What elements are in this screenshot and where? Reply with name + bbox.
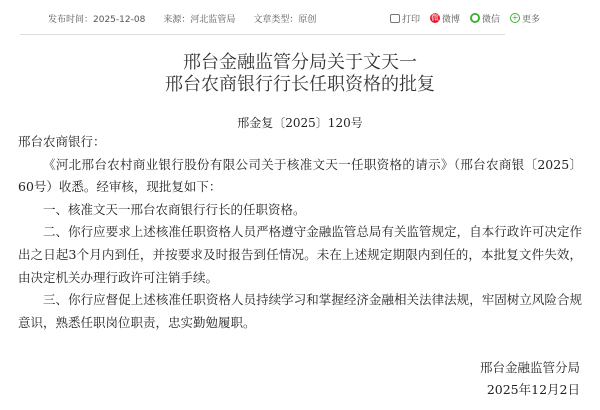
weibo-label: 微博 bbox=[441, 14, 460, 25]
wechat-label: 微信 bbox=[481, 14, 500, 25]
document-body bbox=[18, 131, 582, 334]
weibo-share-button[interactable] bbox=[430, 12, 460, 25]
divider bbox=[20, 34, 505, 35]
printer-icon bbox=[390, 14, 400, 23]
title-line-2: 邢台农商银行行长任职资格的批复 bbox=[165, 74, 435, 95]
weibo-icon: 微 bbox=[430, 13, 439, 22]
article-meta bbox=[48, 11, 540, 25]
paragraph: 一、核准文天一邢台农商银行行长的任职资格。 bbox=[43, 201, 306, 217]
publish-time: 发布时间：2025-12-08 bbox=[48, 14, 146, 25]
wechat-share-button[interactable] bbox=[470, 12, 500, 25]
source: 来源：河北监管局 bbox=[163, 14, 236, 25]
print-button[interactable] bbox=[390, 12, 420, 25]
paragraph: 三、你行应督促上述核准任职资格人员持续学习和掌握经济金融相关法律法规，牢固树立风险合规意识，熟悉任职岗位职责，忠实勤勉履职。 bbox=[18, 292, 582, 330]
plus-icon: + bbox=[511, 13, 519, 22]
more-share-button[interactable] bbox=[510, 12, 540, 25]
greeting: 邢台农商银行： bbox=[18, 134, 106, 149]
share-bar bbox=[390, 12, 540, 25]
document-number: 邢金复〔2025〕120号 bbox=[237, 116, 363, 130]
document-date: 2025年12月2日 bbox=[486, 382, 580, 397]
signature: 邢台金融监管分局 bbox=[479, 360, 580, 375]
wechat-icon: ● bbox=[471, 13, 479, 22]
title-line-1: 邢台金融监管分局关于文天一 bbox=[183, 52, 417, 73]
print-label: 打印 bbox=[401, 14, 420, 25]
article-type: 文章类型：原创 bbox=[253, 14, 317, 25]
paragraph: 二、你行应要求上述核准任职资格人员严格遵守金融监管总局有关监管规定，自本行政许可决定作出之日起3个月内到任，并按要求及时报告到任情况。未在上述规定期限内到任的，本批复文件失效，由决定机关办理行政许可注销手续。 bbox=[18, 224, 582, 285]
more-label: 更多 bbox=[521, 14, 540, 25]
page-title bbox=[0, 52, 600, 96]
paragraph: 《河北邢台农村商业银行股份有限公司关于核准文天一任职资格的请示》（邢台农商银〔2025〕60号）收悉。经审核，现批复如下： bbox=[18, 156, 582, 195]
